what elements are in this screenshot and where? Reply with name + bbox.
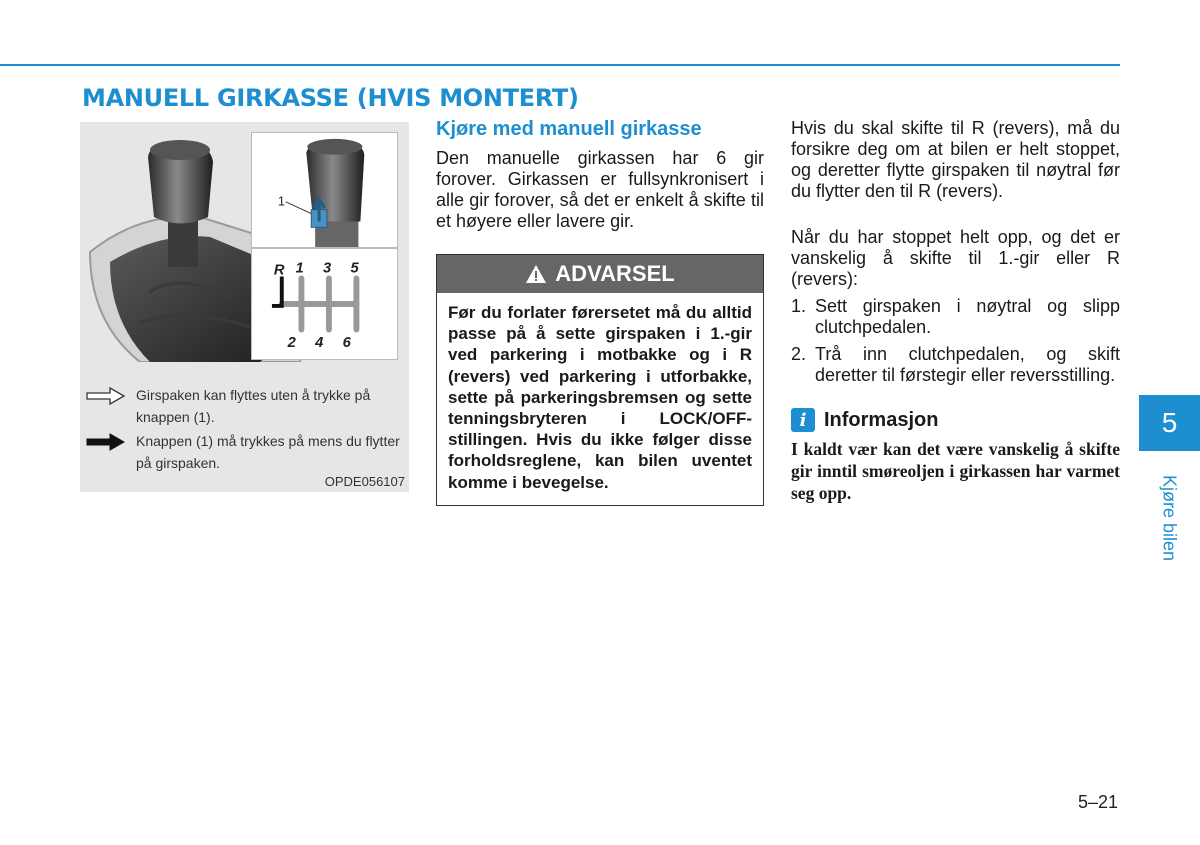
shift-label-2: 2 [287,335,296,352]
shift-label-3: 3 [323,260,332,277]
info-title: Informasjon [824,408,939,431]
outline-arrow-icon [86,386,126,406]
shift-label-6: 6 [342,335,351,352]
top-rule [0,64,1120,66]
shift-pattern-diagram [251,248,398,360]
subheading: Kjøre med manuell girkasse [436,118,702,140]
steps-list [791,296,1120,386]
stopped-paragraph: Når du har stoppet helt opp, og det er vanskelig å skifte til 1.-gir eller R (revers): [791,227,1120,289]
info-header [791,408,1120,432]
step-text: Sett girspaken i nøytral og slipp clutchpedalen. [815,296,1120,337]
shift-label-1: 1 [295,260,304,277]
shift-label-4: 4 [315,335,324,352]
shift-button-closeup [251,132,398,248]
middle-column [436,118,764,506]
shift-label-r: R [273,262,285,279]
step-number: 1. [791,296,807,316]
list-item [791,296,1120,338]
gear-shift-figure [80,122,409,492]
callout-label: 1 [277,193,285,209]
list-item [791,344,1120,386]
reverse-paragraph: Hvis du skal skifte til R (revers), må du forsikre deg om at bilen er helt stoppet, og deretter flytte girspaken til nøytral før du flytter den til R (revers). [791,118,1120,201]
right-column [791,118,1120,504]
intro-paragraph: Den manuelle girkassen har 6 gir forover. Girkassen er fullsynkronisert i alle gir forover, så det er enkelt å skifte til et høyere eller lavere gir. [436,148,764,231]
legend-text: Girspaken kan flyttes uten å trykke på knappen (1). [136,387,371,425]
info-icon: i [791,408,815,432]
step-number: 2. [791,344,807,364]
page-number: 5–21 [1078,792,1119,812]
warning-text: Før du forlater førersetet må du alltid passe på å sette girspaken i 1.-gir ved parkering i motbakke og i R (revers) ved parkering i utforbakke, sette på parkeringsbremsen og sette tenningsbryteren i LOCK/OFF-stillingen. Hvis du ikke følger disse forholdsreglene, kan bilen uventet komme i bevegelse. [448,303,752,492]
chapter-tab: 5 [1139,395,1200,451]
shift-label-5: 5 [350,260,359,277]
figure-code: OPDE056107 [324,474,405,489]
warning-box [436,254,764,506]
warning-header [437,255,763,293]
chapter-label: Kjøre bilen [1159,474,1180,562]
info-text: I kaldt vær kan det være vanskelig å skifte gir inntil smøreoljen i girkassen har varmet seg opp. [791,439,1120,503]
section-title: MANUELL GIRKASSE (HVIS MONTERT) [82,84,579,112]
legend-text: Knappen (1) må trykkes på mens du flytter på girspaken. [136,433,400,471]
warning-title: ADVARSEL [555,261,675,286]
solid-arrow-icon [86,432,126,452]
step-text: Trå inn clutchpedalen, og skift deretter til førstegir eller reversstilling. [815,344,1120,385]
warning-triangle-icon [525,264,547,284]
